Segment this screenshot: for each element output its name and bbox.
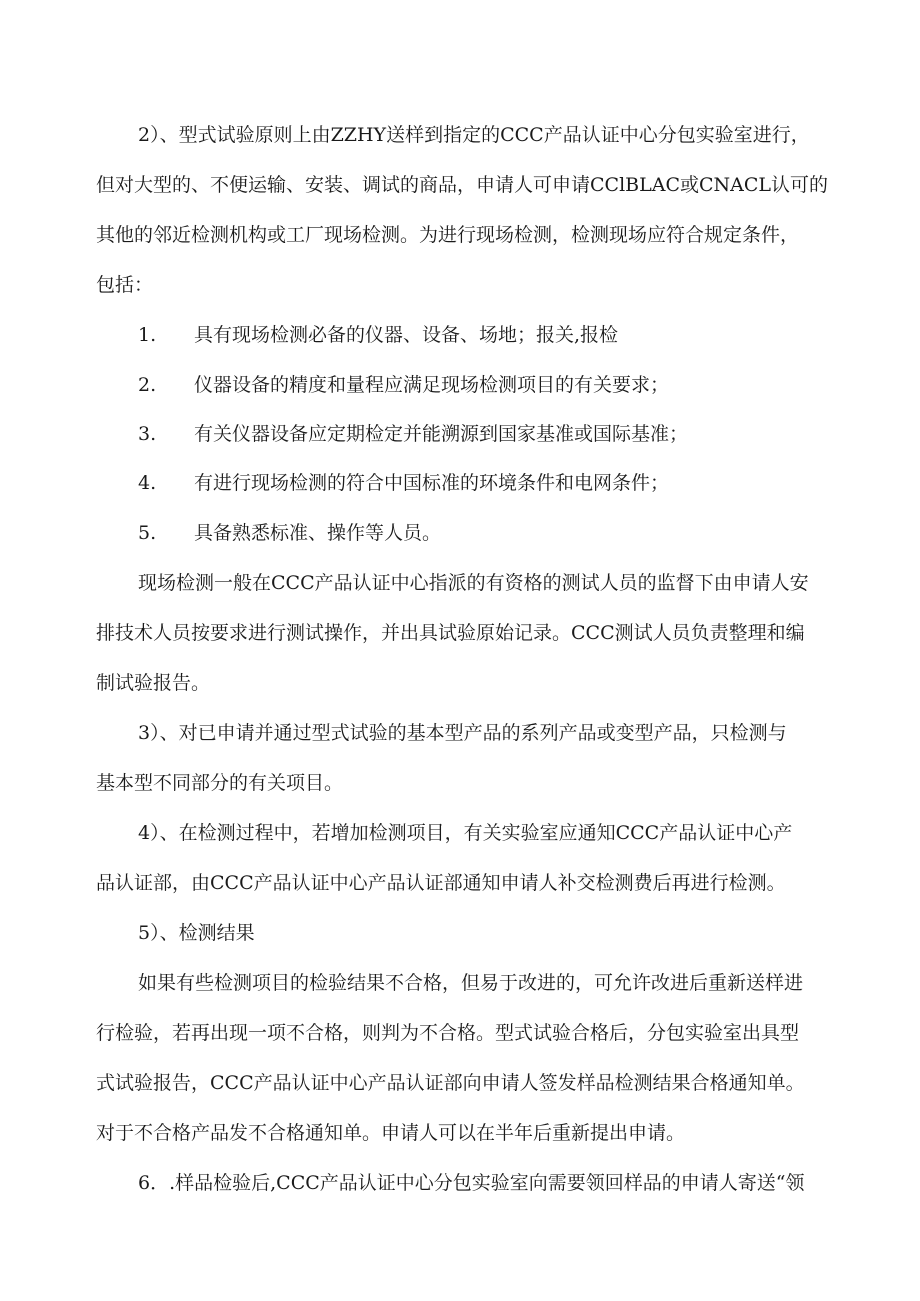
para-5-line-2: 行检验，若再出现一项不合格，则判为不合格。型式试验合格后，分包实验室出具型: [96, 1022, 800, 1044]
condition-1-text: 具有现场检测必备的仪器、设备、场地；报关,报检: [194, 324, 619, 346]
para-5-line-4: 对于不合格产品发不合格通知单。申请人可以在半年后重新提出申请。: [96, 1122, 686, 1144]
para-2-line-3: 其他的邻近检测机构或工厂现场检测。为进行现场检测，检测现场应符合规定条件，: [96, 224, 800, 246]
condition-2-number: 2.: [138, 374, 157, 396]
condition-2-text: 仪器设备的精度和量程应满足现场检测项目的有关要求；: [194, 374, 670, 396]
para-4-line-2: 品认证部，由CCC产品认证中心产品认证部通知申请人补交检测费后再进行检测。: [96, 872, 786, 894]
para-6-line-1: 6．.样品检验后,CCC产品认证中心分包实验室向需要领回样品的申请人寄送“领: [138, 1172, 805, 1194]
para-5-line-3: 式试验报告，CCC产品认证中心产品认证部向申请人签发样品检测结果合格通知单。: [96, 1072, 805, 1094]
condition-1-number: 1.: [138, 324, 157, 346]
para-2-line-2: 但对大型的、不便运输、安装、调试的商品，申请人可申请CClBLAC或CNACL认可的: [96, 174, 829, 196]
para-2-line-4: 包括：: [96, 274, 154, 296]
para-5-line-1: 如果有些检测项目的检验结果不合格，但易于改进的，可允许改进后重新送样进: [138, 972, 804, 994]
condition-4-text: 有进行现场检测的符合中国标准的环境条件和电网条件；: [194, 472, 670, 494]
condition-4-number: 4.: [138, 472, 157, 494]
onsite-para-line-2: 排技术人员按要求进行测试操作，并出具试验原始记录。CCC测试人员负责整理和编: [96, 622, 805, 644]
para-3-line-2: 基本型不同部分的有关项目。: [96, 772, 344, 794]
condition-3-text: 有关仪器设备应定期检定并能溯源到国家基准或国际基准；: [194, 423, 689, 445]
para-2-line-1: 2）、型式试验原则上由ZZHY送样到指定的CCC产品认证中心分包实验室进行，: [138, 124, 810, 146]
onsite-para-line-1: 现场检测一般在CCC产品认证中心指派的有资格的测试人员的监督下由申请人安: [138, 572, 809, 594]
para-3-line-1: 3）、对已申请并通过型式试验的基本型产品的系列产品或变型产品，只检测与: [138, 722, 787, 744]
condition-5-text: 具备熟悉标准、操作等人员。: [194, 522, 442, 544]
para-5-heading: 5）、检测结果: [138, 922, 255, 944]
para-4-line-1: 4）、在检测过程中，若增加检测项目，有关实验室应通知CCC产品认证中心产: [138, 822, 793, 844]
onsite-para-line-3: 制试验报告。: [96, 672, 211, 694]
condition-5-number: 5.: [138, 522, 157, 544]
condition-3-number: 3.: [138, 423, 157, 445]
